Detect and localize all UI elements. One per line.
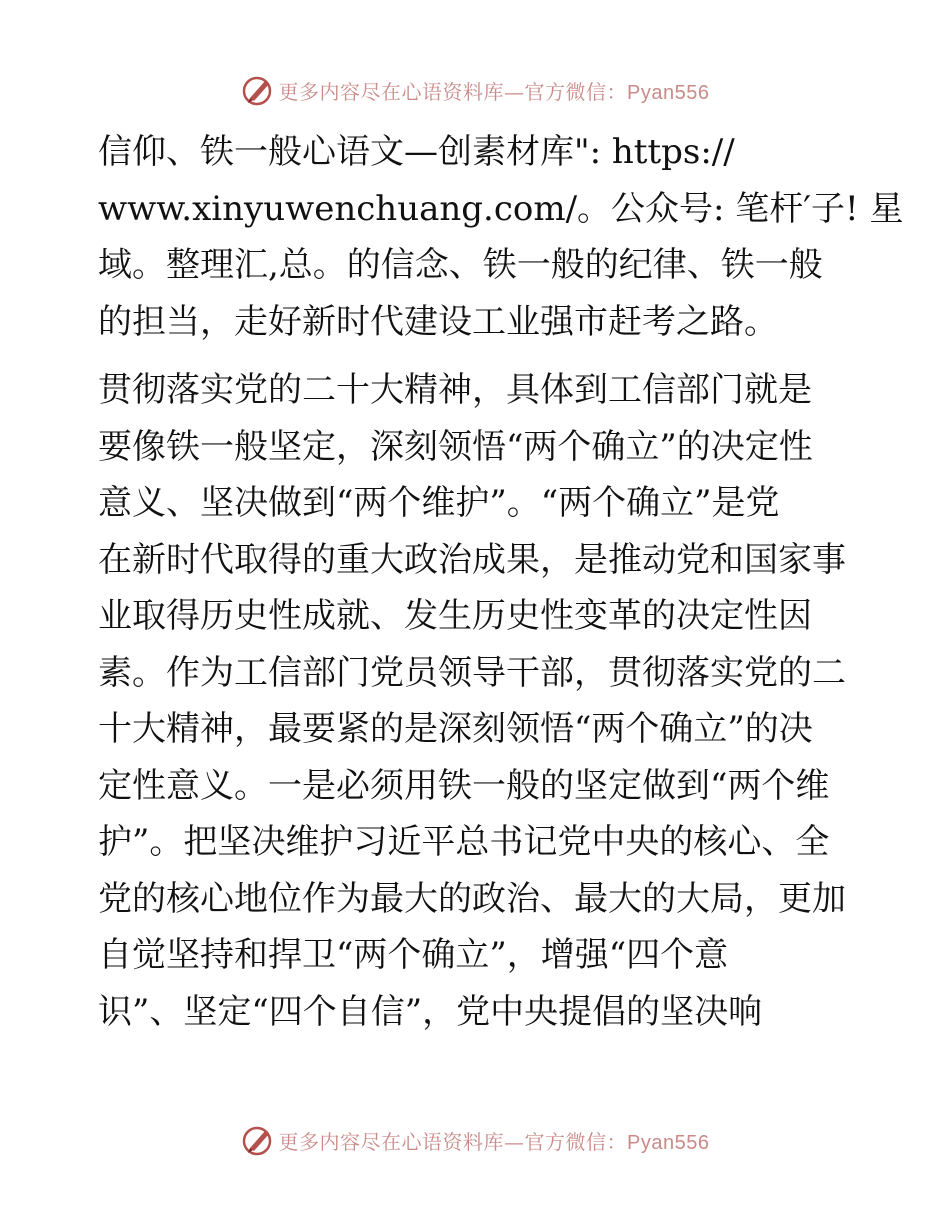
document-body (98, 124, 904, 1040)
text-line: 要像铁一般坚定，深刻领悟“两个确立”的决定性 (98, 426, 813, 467)
text-line: 党的核心地位作为最大的政治、最大的大局，更加 (98, 878, 846, 919)
text-line: 的担当，走好新时代建设工业强市赶考之路。 (98, 301, 778, 342)
text-line: 意义、坚决做到“两个维护”。“两个确立”是党 (98, 483, 780, 523)
text-line: 十大精神，最要紧的是深刻领悟“两个确立”的决 (98, 709, 813, 749)
paragraph-1 (98, 124, 904, 350)
footer-watermark-banner (0, 1120, 950, 1160)
text-line: 信仰、铁一般心语文—创素材库": https:// (98, 132, 735, 172)
text-line: 素。作为工信部门党员领导干部，贯彻落实党的二 (98, 652, 846, 693)
text-line: 域。整理汇,总。的信念、铁一般的纪律、铁一般 (98, 245, 823, 285)
text-line: 自觉坚持和捍卫“两个确立”，增强“四个意 (98, 935, 729, 975)
text-line: www.xinyuwenchuang.com/。公众号: 笔杆′子! 星 (98, 188, 904, 229)
text-line: 识”、坚定“四个自信”，党中央提倡的坚决响 (98, 991, 763, 1032)
text-line: 业取得历史性成就、发生历史性变革的决定性因 (98, 596, 812, 636)
pen-logo-icon (241, 1123, 275, 1157)
watermark-text: 更多内容尽在心语资料库—官方微信：Pyan556 (278, 1129, 710, 1154)
text-line: 贯彻落实党的二十大精神，具体到工信部门就是 (98, 370, 812, 410)
text-line: 在新时代取得的重大政治成果，是推动党和国家事 (98, 539, 846, 580)
text-line: 定性意义。一是必须用铁一般的坚定做到“两个维 (98, 765, 830, 806)
text-line: 护”。把坚决维护习近平总书记党中央的核心、全 (98, 822, 830, 862)
watermark-text: 更多内容尽在心语资料库—官方微信：Pyan556 (278, 79, 710, 104)
pen-logo-icon (241, 73, 275, 107)
paragraph-2 (98, 362, 858, 1040)
header-watermark-banner (0, 70, 950, 110)
